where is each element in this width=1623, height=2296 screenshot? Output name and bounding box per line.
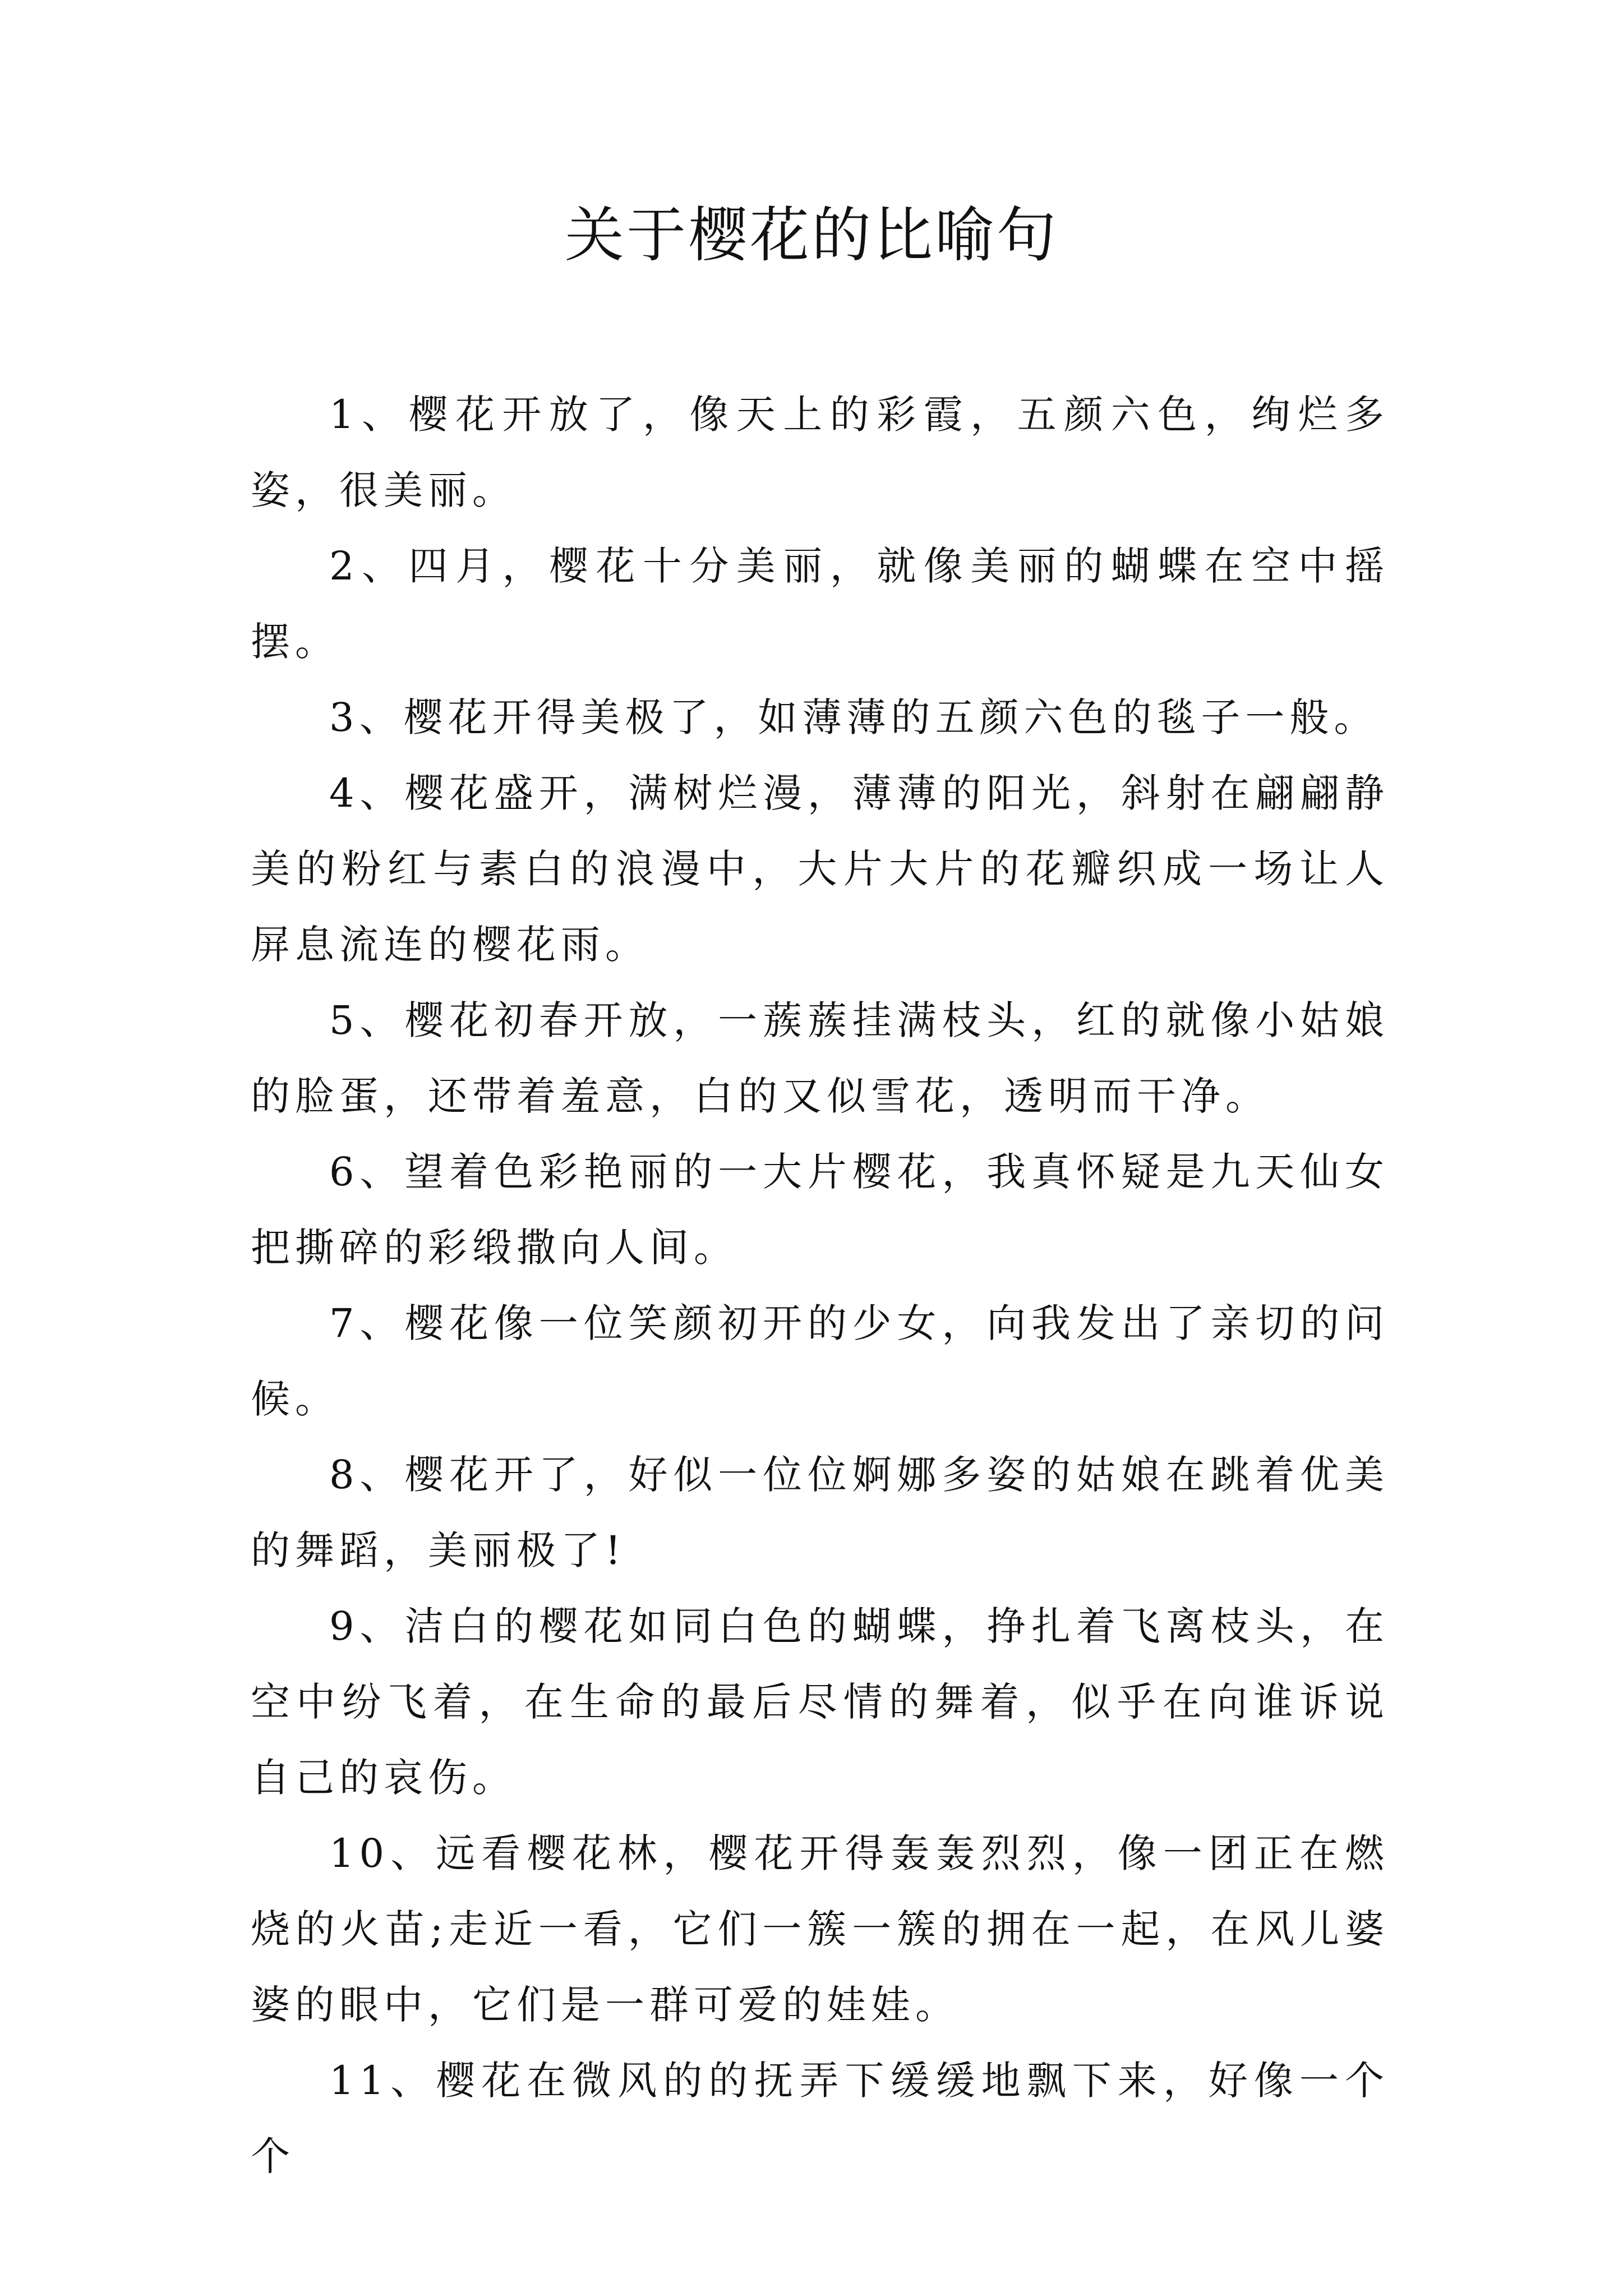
paragraph-6: 6、望着色彩艳丽的一大片樱花，我真怀疑是九天仙女把撕碎的彩缎撒向人间。	[251, 1149, 1389, 1271]
document-title: 关于樱花的比喻句	[565, 201, 1058, 270]
paragraph-5: 5、樱花初春开放，一蔟蔟挂满枝头，红的就像小姑娘的脸蛋，还带着羞意，白的又似雪花，透明而干净。	[251, 997, 1389, 1119]
document-body	[251, 377, 1389, 2194]
paragraph-2: 2、四月，樱花十分美丽，就像美丽的蝴蝶在空中摇摆。	[251, 543, 1389, 665]
paragraph-10: 10、远看樱花林，樱花开得轰轰烈烈，像一团正在燃烧的火苗;走近一看，它们一簇一簇的拥在一起，在风儿婆婆的眼中，它们是一群可爱的娃娃。	[251, 1830, 1389, 2028]
paragraph-7: 7、樱花像一位笑颜初开的少女，向我发出了亲切的问候。	[251, 1300, 1389, 1422]
paragraph-9: 9、洁白的樱花如同白色的蝴蝶，挣扎着飞离枝头，在空中纷飞着，在生命的最后尽情的舞着，似乎在向谁诉说自己的哀伤。	[251, 1603, 1389, 1801]
paragraph-8: 8、樱花开了，好似一位位婀娜多姿的姑娘在跳着优美的舞蹈，美丽极了!	[251, 1452, 1389, 1573]
paragraph-4: 4、樱花盛开，满树烂漫，薄薄的阳光，斜射在翩翩静美的粉红与素白的浪漫中，大片大片的花瓣织成一场让人屏息流连的樱花雨。	[251, 770, 1389, 968]
paragraph-3: 3、樱花开得美极了，如薄薄的五颜六色的毯子一般。	[329, 694, 1378, 740]
paragraph-1: 1、樱花开放了，像天上的彩霞，五颜六色，绚烂多姿，很美丽。	[251, 392, 1389, 513]
paragraph-11: 11、樱花在微风的的抚弄下缓缓地飘下来，好像一个个	[251, 2058, 1389, 2179]
